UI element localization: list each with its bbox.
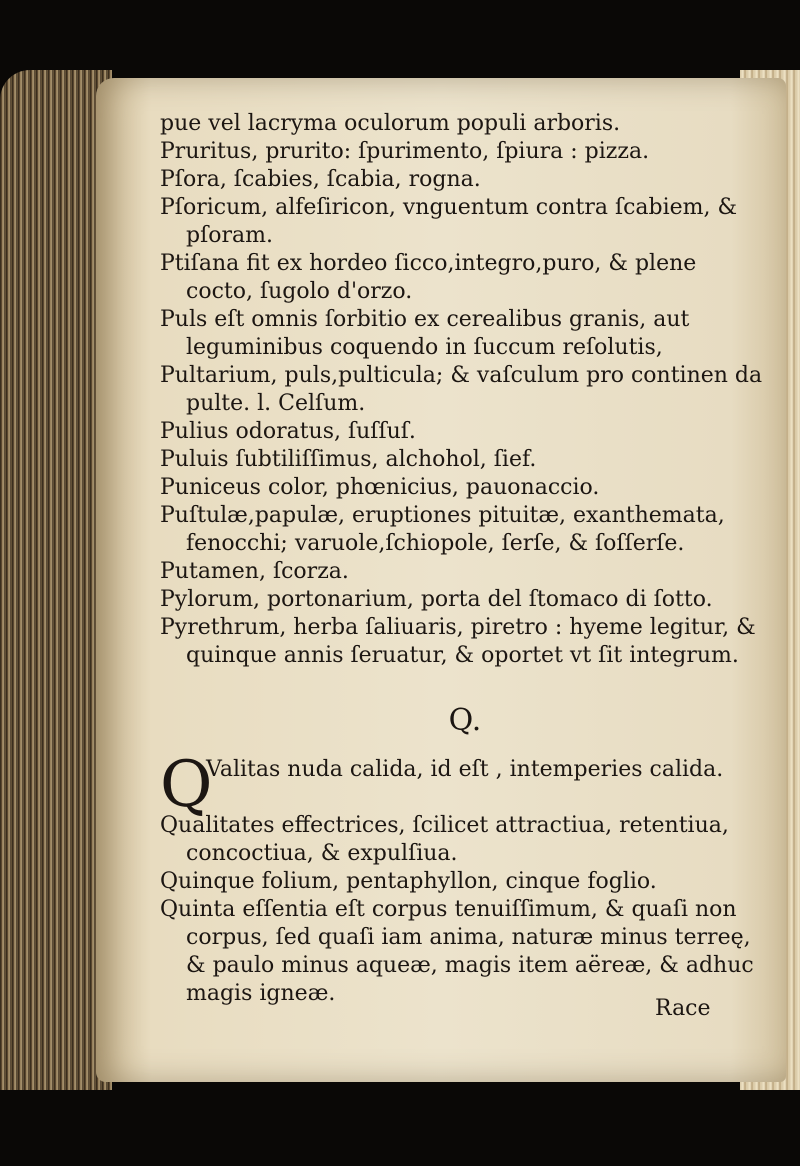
entry: Valitas nuda calida, id eſt , intemperies calida. (206, 757, 724, 782)
entry: Pultarium, puls,pulticula; & vaſculum pro continen da pulte. l. Celſum. (160, 363, 763, 416)
entry: Puſtulæ,papulæ, eruptiones pituitæ, exanthemata, fenocchi; varuole,ſchiopole, ſerſe, & ſoſſerſe. (160, 503, 725, 556)
entry: Pſora, ſcabies, ſcabia, rogna. (160, 167, 481, 192)
entry: Quinta eſſentia eſt corpus tenuiſſimum, & quaſi non corpus, ſed quaſi iam anima, naturæ minus terreę, & paulo minus aqueæ, magis item aëreæ, & adhuc magis igneæ. (160, 897, 754, 1006)
entry: Pulius odoratus, ſuſſuſ. (160, 419, 416, 444)
drop-cap: Q (160, 748, 213, 822)
dropcap-entry (160, 748, 770, 822)
entry: Qualitates effectrices, ſcilicet attractiua, retentiua, concoctiua, & expulſiua. (160, 813, 729, 866)
entry: Putamen, ſcorza. (160, 559, 349, 584)
entry: pue vel lacryma oculorum populi arboris. (160, 111, 621, 136)
entry: Pylorum, portonarium, porta del ſtomaco di ſotto. (160, 587, 713, 612)
catchword: Race (655, 996, 711, 1021)
entry: Pſoricum, alfeſiricon, vnguentum contra ſcabiem, & pſoram. (160, 195, 738, 248)
entry: Pruritus, prurito: ſpurimento, ſpiura : pizza. (160, 139, 650, 164)
entry: Puls eſt omnis ſorbitio ex cerealibus granis, aut leguminibus coquendo in ſuccum reſolutis, (160, 307, 690, 360)
section-heading: Q. (448, 703, 482, 738)
entry: Pyrethrum, herba ſaliuaris, piretro : hyeme legitur, & quinque annis ſeruatur, & oportet vt ſit integrum. (160, 615, 756, 668)
entry: Ptiſana fit ex hordeo ſicco,integro,puro, & plene coctο, ſugolo d'orzo. (160, 251, 697, 304)
entry: Puniceus color, phœnicius, pauonaccio. (160, 475, 600, 500)
entry: Quinque folium, pentaphyllon, cinque foglio. (160, 869, 657, 894)
entry: Puluis ſubtiliſſimus, alchohol, ſief. (160, 447, 537, 472)
page-text (160, 110, 770, 1008)
